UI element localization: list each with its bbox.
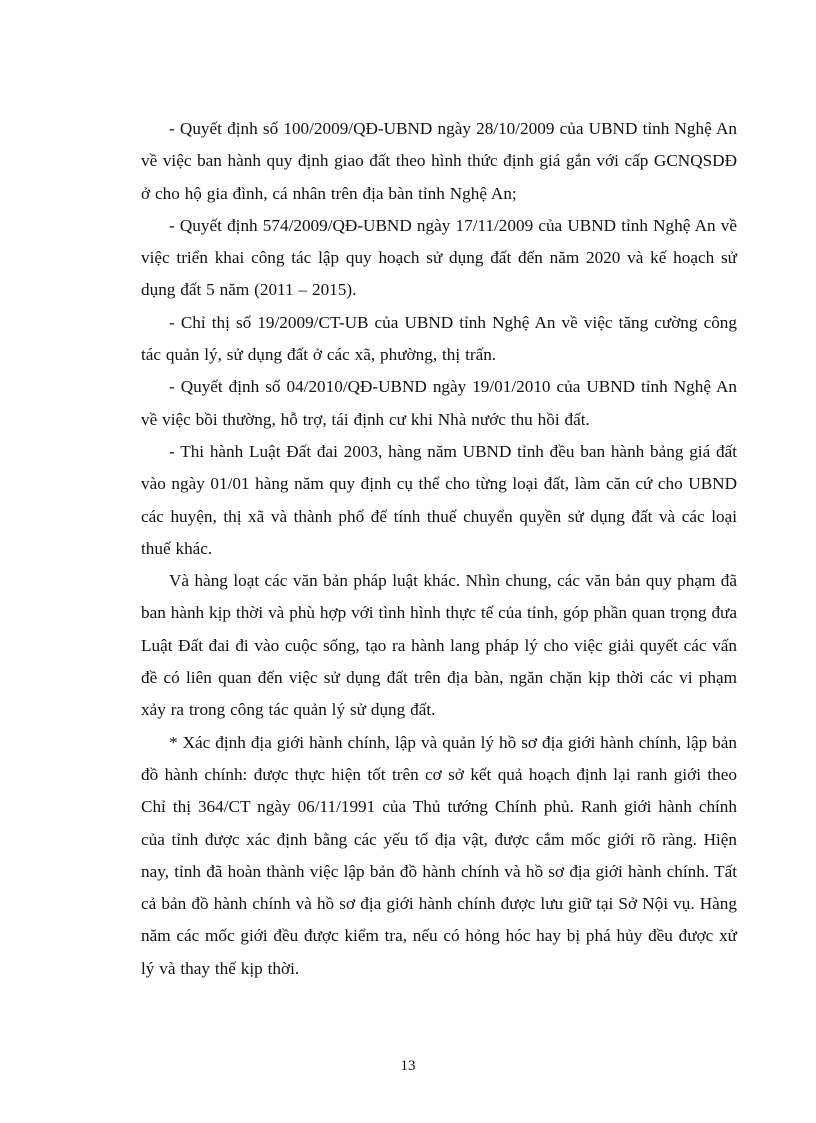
- paragraph-directive-19-2009: - Chỉ thị số 19/2009/CT-UB của UBND tỉnh Nghệ An về việc tăng cường công tác quản lý, sử dụng đất ở các xã, phường, thị trấn.: [141, 312, 737, 365]
- paragraph-decision-100-2009: - Quyết định số 100/2009/QĐ-UBND ngày 28/10/2009 của UBND tỉnh Nghệ An về việc ban hành quy định giao đất theo hình thức định giá gắn với cấp GCNQSDĐ ở cho hộ gia đình, cá nhân trên địa bàn tỉnh Nghệ An;: [141, 119, 737, 203]
- paragraph-decision-574-2009: - Quyết định 574/2009/QĐ-UBND ngày 17/11/2009 của UBND tỉnh Nghệ An về việc triển khai công tác lập quy hoạch sử dụng đất đến năm 2020 và kế hoạch sử dụng đất 5 năm (2011 – 2015).: [141, 215, 737, 300]
- page-number: 13: [400, 1058, 416, 1074]
- paragraph-land-law-2003: - Thi hành Luật Đất đai 2003, hàng năm UBND tỉnh đều ban hành bảng giá đất vào ngày 01/01 hàng năm quy định cụ thể cho từng loại đất, làm căn cứ cho UBND các huyện, thị xã và thành phố để tính thuế chuyển quyền sử dụng đất và các loại thuế khác.: [141, 441, 737, 558]
- paragraph-legal-documents-summary: Và hàng loạt các văn bản pháp luật khác. Nhìn chung, các văn bản quy phạm đã ban hành kịp thời và phù hợp với tình hình thực tế của tỉnh, góp phần quan trọng đưa Luật Đất đai đi vào cuộc sống, tạo ra hành lang pháp lý cho việc giải quyết các vấn đề có liên quan đến việc sử dụng đất trên địa bàn, ngăn chặn kịp thời các vi phạm xảy ra trong công tác quản lý sử dụng đất.: [141, 571, 737, 720]
- paragraph-decision-04-2010: - Quyết định số 04/2010/QĐ-UBND ngày 19/01/2010 của UBND tỉnh Nghệ An về việc bồi thường, hỗ trợ, tái định cư khi Nhà nước thu hồi đất.: [141, 377, 737, 429]
- body-text: [141, 113, 737, 985]
- paragraph-administrative-boundaries: * Xác định địa giới hành chính, lập và quản lý hồ sơ địa giới hành chính, lập bản đồ hành chính: được thực hiện tốt trên cơ sở kết quả hoạch định lại ranh giới theo Chỉ thị 364/CT ngày 06/11/1991 của Thủ tướng Chính phủ. Ranh giới hành chính của tỉnh được xác định bằng các yếu tố địa vật, được cắm mốc giới rõ ràng. Hiện nay, tỉnh đã hoàn thành việc lập bản đồ hành chính và hồ sơ địa giới hành chính. Tất cả bản đồ hành chính và hồ sơ địa giới hành chính được lưu giữ tại Sở Nội vụ. Hàng năm các mốc giới đều được kiểm tra, nếu có hỏng hóc hay bị phá hủy đều được xử lý và thay thế kịp thời.: [141, 732, 737, 978]
